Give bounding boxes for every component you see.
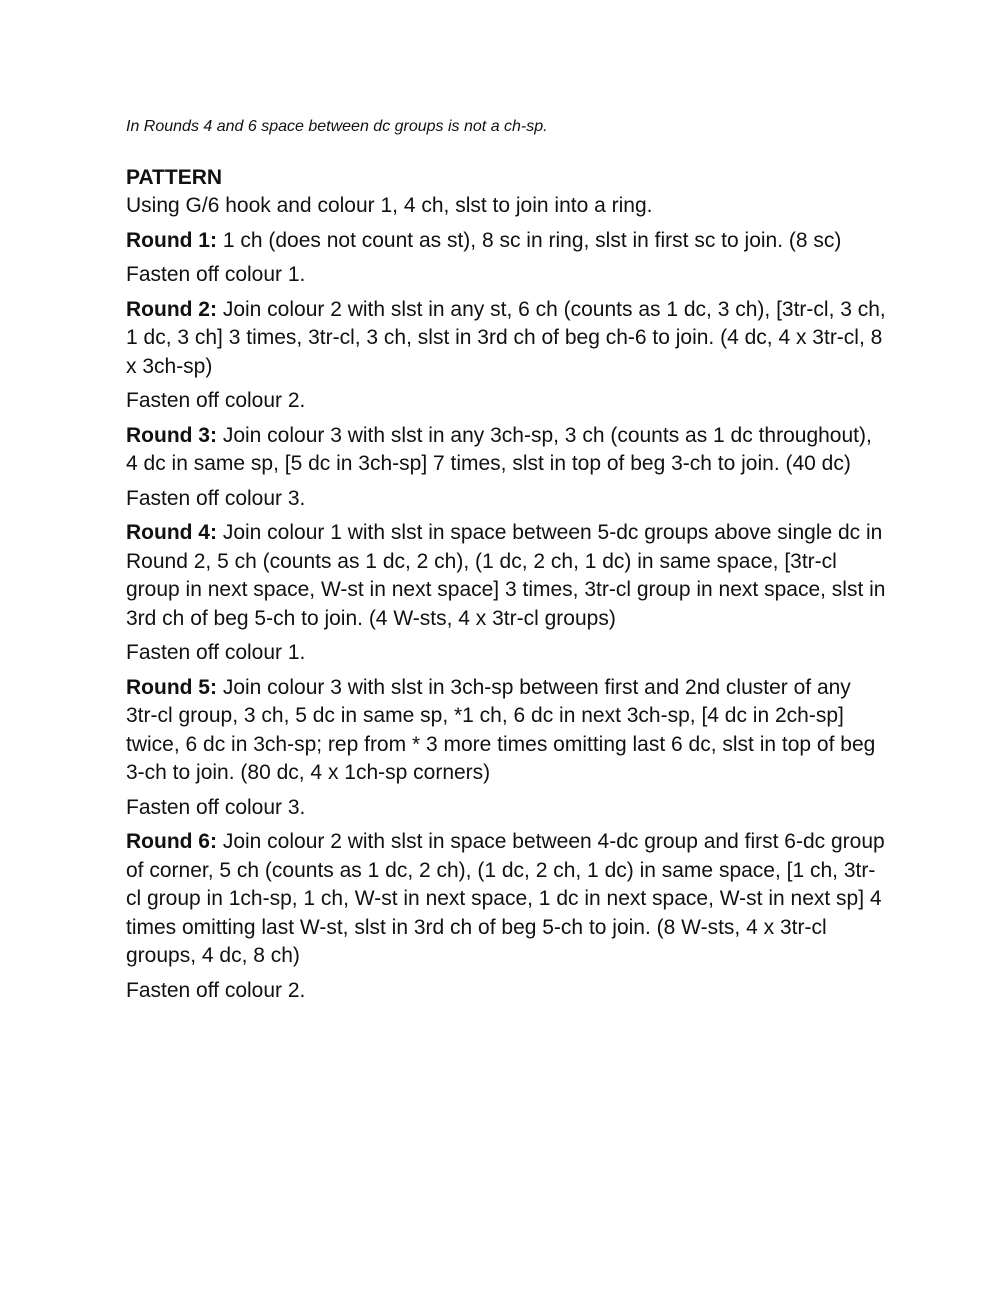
round-3-paragraph xyxy=(126,422,886,479)
round-2-text: Join colour 2 with slst in any st, 6 ch (counts as 1 dc, 3 ch), [3tr-cl, 3 ch, 1 dc, 3 ch] 3 times, 3tr-cl, 3 ch, slst in 3rd ch of beg ch-6 to join. (4 dc, 4 x 3tr-cl, 8 x 3ch-sp) xyxy=(126,297,886,378)
round-1-paragraph xyxy=(126,227,886,256)
fasten-off-4: Fasten off colour 1. xyxy=(126,641,306,664)
round-6-text: Join colour 2 with slst in space between 4-dc group and first 6-dc group of corner, 5 ch (counts as 1 dc, 2 ch), (1 dc, 2 ch, 1 dc) in same space, [1 ch, 3tr-cl group in 1ch-sp, 1 ch, W-st in next space, 1 dc in next space, W-st in next sp] 4 times omitting last W-st, slst in 3rd ch of beg 5-ch to join. (8 W-sts, 4 x 3tr-cl groups, 4 dc, 8 ch) xyxy=(126,830,885,967)
round-3-label: Round 3: xyxy=(126,423,217,447)
round-6-label: Round 6: xyxy=(126,830,217,853)
rounds-note: In Rounds 4 and 6 space between dc groups is not a ch-sp. xyxy=(126,118,548,135)
fasten-off-1: Fasten off colour 1. xyxy=(126,263,306,286)
fasten-off-6: Fasten off colour 2. xyxy=(126,978,306,1002)
round-5-label: Round 5: xyxy=(126,675,217,699)
round-2-label: Round 2: xyxy=(126,297,217,321)
fasten-off-2: Fasten off colour 2. xyxy=(126,389,306,412)
fasten-off-3: Fasten off colour 3. xyxy=(126,486,306,510)
round-3-text: Join colour 3 with slst in any 3ch-sp, 3 ch (counts as 1 dc throughout), 4 dc in same sp, [5 dc in 3ch-sp] 7 times, slst in top of beg 3-ch to join. (40 dc) xyxy=(126,423,872,475)
round-1-text: 1 ch (does not count as st), 8 sc in ring, slst in first sc to join. (8 sc) xyxy=(216,228,842,252)
round-6-paragraph xyxy=(126,828,886,971)
intro-paragraph: Using G/6 hook and colour 1, 4 ch, slst to join into a ring. xyxy=(126,194,653,217)
round-4-paragraph xyxy=(126,519,886,633)
round-2-paragraph xyxy=(126,296,886,382)
round-5-paragraph xyxy=(126,674,886,788)
pattern-heading: PATTERN xyxy=(126,166,223,189)
round-1-label: Round 1: xyxy=(126,228,217,252)
document-page xyxy=(126,116,886,1011)
round-5-text: Join colour 3 with slst in 3ch-sp between first and 2nd cluster of any 3tr-cl group, 3 ch, 5 dc in same sp, *1 ch, 6 dc in next 3ch-sp, [4 dc in 2ch-sp] twice, 6 dc in 3ch-sp; rep from * 3 more times omitting last 6 dc, slst in top of beg 3-ch to join. (80 dc, 4 x 1ch-sp corners) xyxy=(126,675,876,784)
fasten-off-5: Fasten off colour 3. xyxy=(126,795,306,819)
round-4-text: Join colour 1 with slst in space between 5-dc groups above single dc in Round 2, 5 ch (counts as 1 dc, 2 ch), (1 dc, 2 ch, 1 dc) in same space, [3tr-cl group in next space, W-st in next space] 3 times, 3tr-cl group in next space, slst in 3rd ch of beg 5-ch to join. (4 W-sts, 4 x 3tr-cl groups) xyxy=(126,521,886,630)
round-4-label: Round 4: xyxy=(126,521,217,544)
